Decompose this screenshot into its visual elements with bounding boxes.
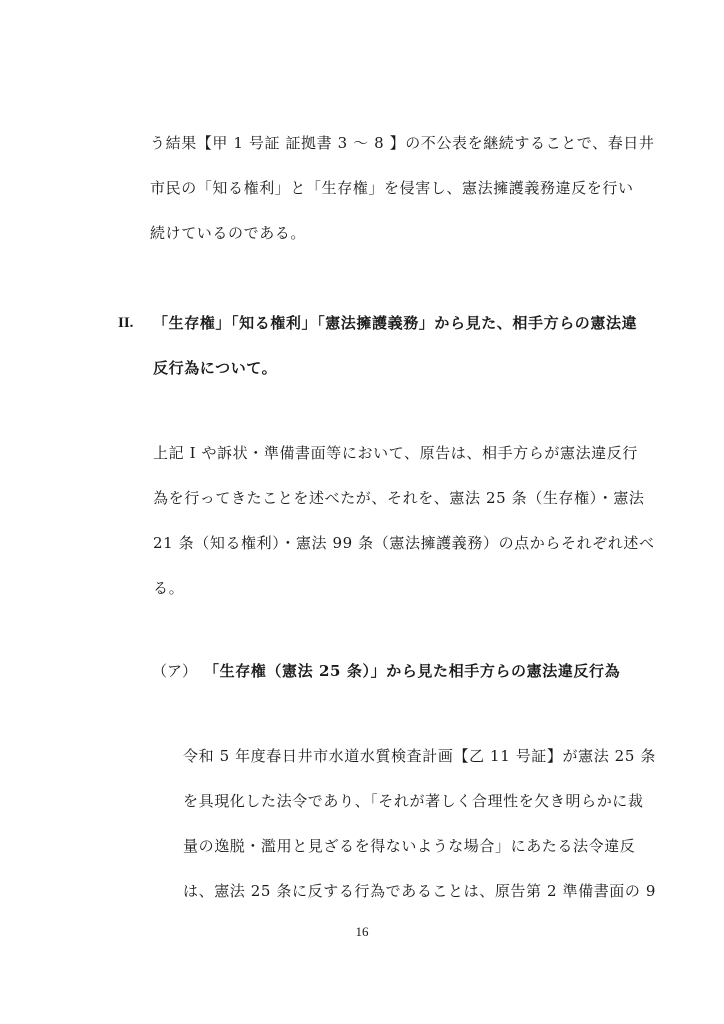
paragraph-1-line-3: 続けているのである。 xyxy=(150,224,307,242)
paragraph-1-line-1: う結果【甲 1 号証 証拠書 3 〜 8 】の不公表を継続することで、春日井 xyxy=(150,134,655,152)
section-2-title-line-2: 反行為について。 xyxy=(153,359,278,377)
paragraph-3-line-2: を具現化した法令であり、「それが著しく合理性を欠き明らかに裁 xyxy=(183,792,644,810)
paragraph-2-line-2: 為を行ってきたことを述べたが、それを、憲法 25 条（生存権）・憲法 xyxy=(153,489,645,507)
paragraph-2-line-3: 21 条（知る権利）・憲法 99 条（憲法擁護義務）の点からそれぞれ述べ xyxy=(153,534,655,552)
section-2-title-line-1: 「生存権」「知る権利」「憲法擁護義務」から見た、相手方らの憲法違 xyxy=(153,314,638,332)
paragraph-3-line-4: は、憲法 25 条に反する行為であることは、原告第 2 準備書面の 9 xyxy=(183,882,657,900)
page-number: 16 xyxy=(355,924,369,939)
subsection-a-number: （ア） xyxy=(152,662,198,680)
subsection-a-title: 「生存権（憲法 25 条）」から見た相手方らの憲法違反行為 xyxy=(204,662,621,680)
paragraph-2-line-1: 上記 I や訴状・準備書面等において、原告は、相手方らが憲法違反行 xyxy=(153,444,638,462)
paragraph-3-line-1: 令和 5 年度春日井市水道水質検査計画【乙 11 号証】が憲法 25 条 xyxy=(183,747,656,765)
paragraph-2-line-4: る。 xyxy=(153,579,185,597)
section-2-number: II. xyxy=(118,315,134,331)
paragraph-3-line-3: 量の逸脱・濫用と見ざるを得ないような場合」にあたる法令違反 xyxy=(183,837,636,855)
paragraph-1-line-2: 市民の「知る権利」と「生存権」を侵害し、憲法擁護義務違反を行い xyxy=(150,179,634,197)
